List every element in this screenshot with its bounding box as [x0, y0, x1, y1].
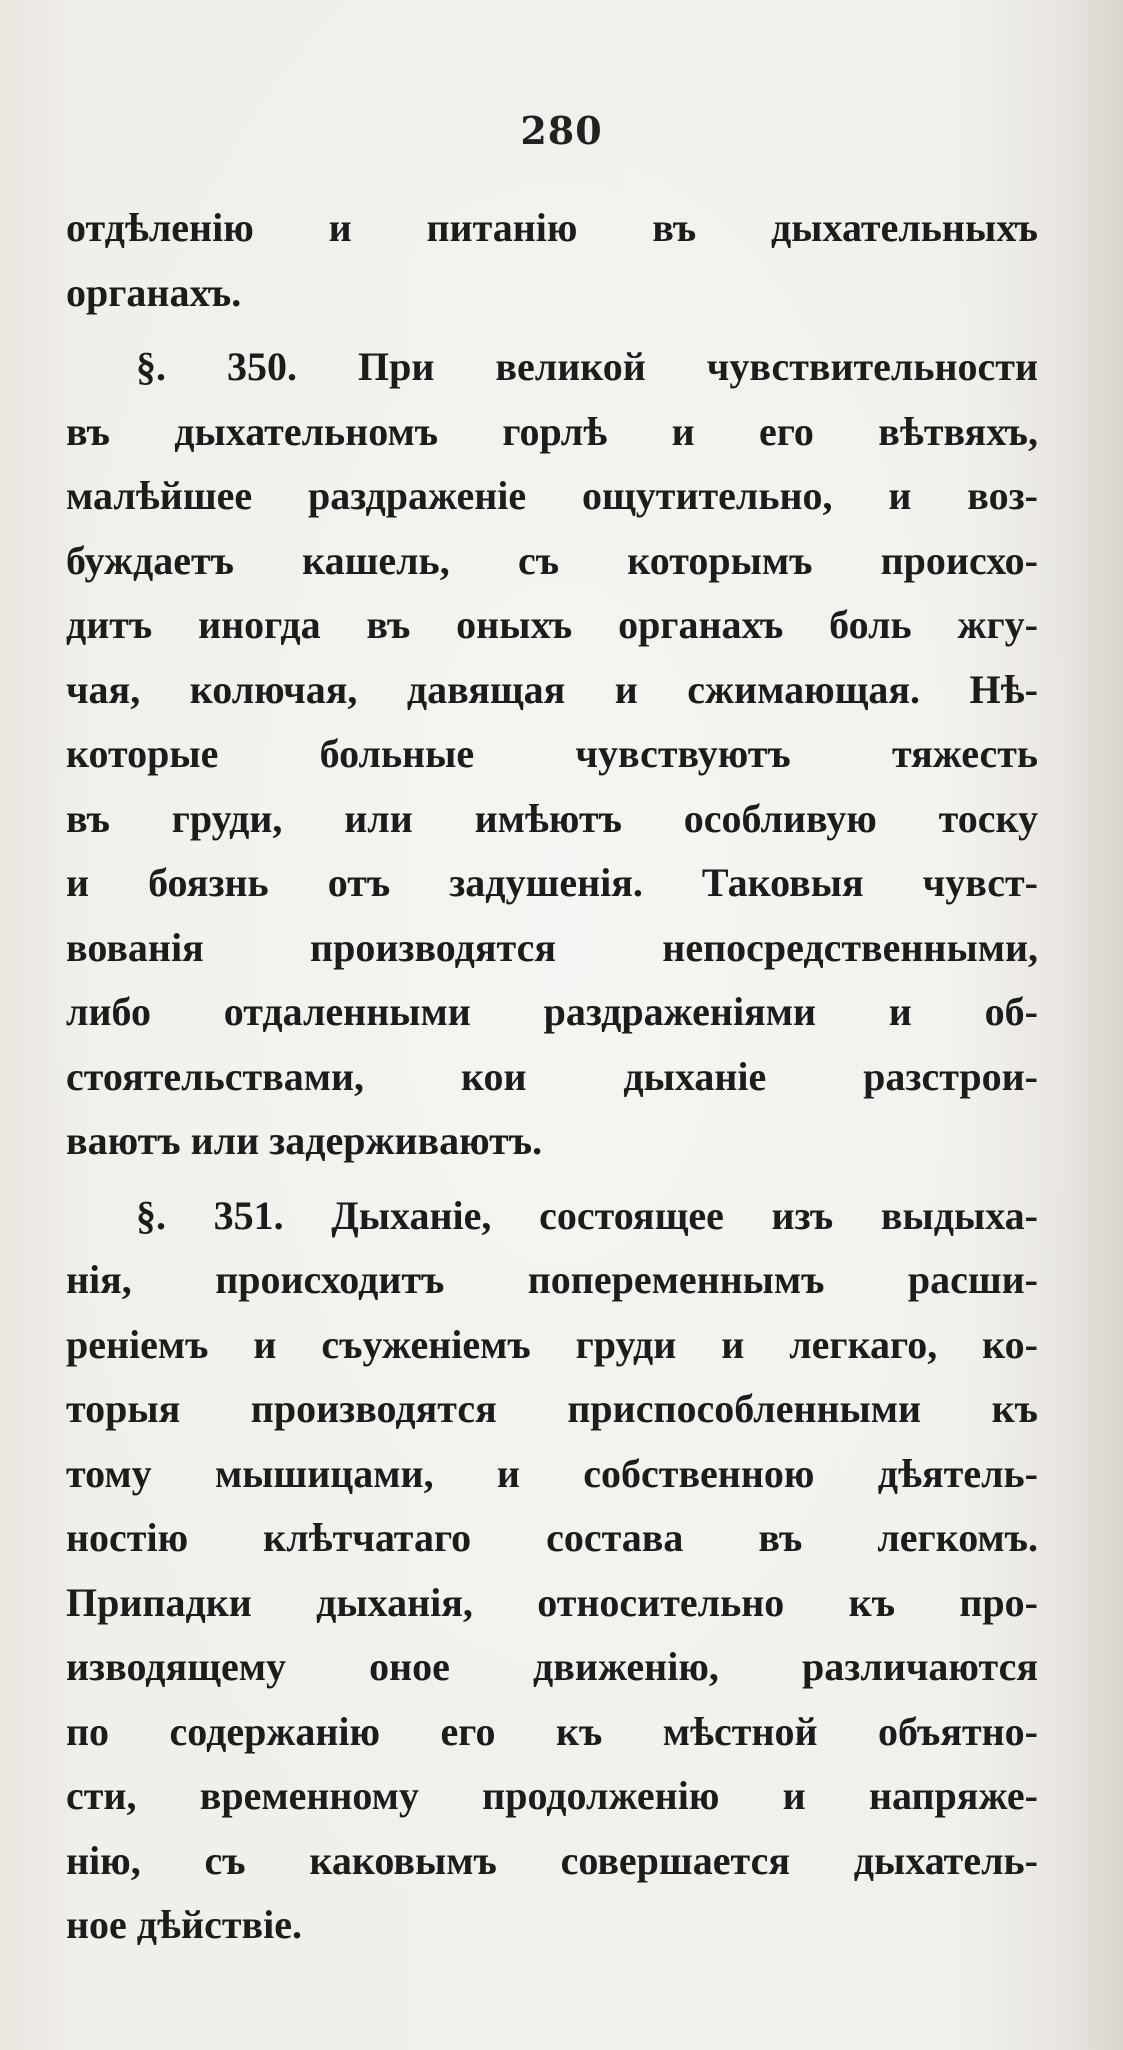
text-line: органахъ. — [66, 269, 242, 315]
text-line: ностію клѣтчатаго состава въ легкомъ. — [66, 1515, 1038, 1560]
text-line: нію, съ каковымъ совершается дыхатель- — [66, 1837, 1038, 1883]
text-line: которые больные чувствуютъ тяжесть — [66, 731, 1038, 776]
page-edge-shadow — [1063, 0, 1123, 2050]
text-line: нія, происходитъ попеременнымъ расши- — [66, 1257, 1038, 1302]
text-line: и боязнь отъ задушенія. Таковыя чувст- — [66, 860, 1038, 905]
text-line: сти, временному продолженію и напряже- — [66, 1773, 1038, 1818]
paragraph-gap — [66, 325, 1038, 335]
text-line: ваютъ или задерживаютъ. — [66, 1118, 543, 1163]
text-line: буждаетъ кашель, съ которымъ происхо- — [66, 537, 1038, 583]
page-text — [66, 196, 1038, 1958]
text-line: чая, колючая, давящая и сжимающая. Нѣ- — [66, 666, 1038, 712]
text-line: §. 350. При великой чувствительности — [136, 344, 1038, 389]
page-number: 280 — [520, 108, 603, 153]
text-line: §. 351. Дыханіе, состоящее изъ выдыха- — [136, 1192, 1038, 1238]
text-line: отдѣленію и питанію въ дыхательныхъ — [66, 205, 1038, 250]
text-line: либо отдаленными раздраженіями и об- — [66, 989, 1038, 1034]
text-line: дитъ иногда въ оныхъ органахъ боль жгу- — [66, 602, 1038, 647]
text-line: по содержанію его къ мѣстной объятно- — [66, 1708, 1038, 1754]
text-line: торыя производятся приспособленными къ — [66, 1386, 1038, 1431]
text-line: въ груди, или имѣютъ особливую тоску — [66, 795, 1038, 841]
text-line: тому мышицами, и собственною дѣятель- — [66, 1450, 1038, 1496]
text-line: ное дѣйствіе. — [66, 1902, 302, 1947]
text-line: вованія производятся непосредственными, — [66, 924, 1038, 970]
text-line: малѣйшее раздраженіе ощутительно, и воз- — [66, 473, 1038, 518]
paragraph-gap — [66, 1174, 1038, 1184]
text-line: Припадки дыханія, относительно къ про- — [66, 1579, 1038, 1625]
text-line: стоятельствами, кои дыханіе разстрои- — [66, 1053, 1038, 1099]
text-line: изводящему оное движенію, различаются — [66, 1644, 1038, 1689]
text-line: реніемъ и съуженіемъ груди и легкаго, ко- — [66, 1321, 1038, 1367]
text-line: въ дыхательномъ горлѣ и его вѣтвяхъ, — [66, 408, 1038, 454]
